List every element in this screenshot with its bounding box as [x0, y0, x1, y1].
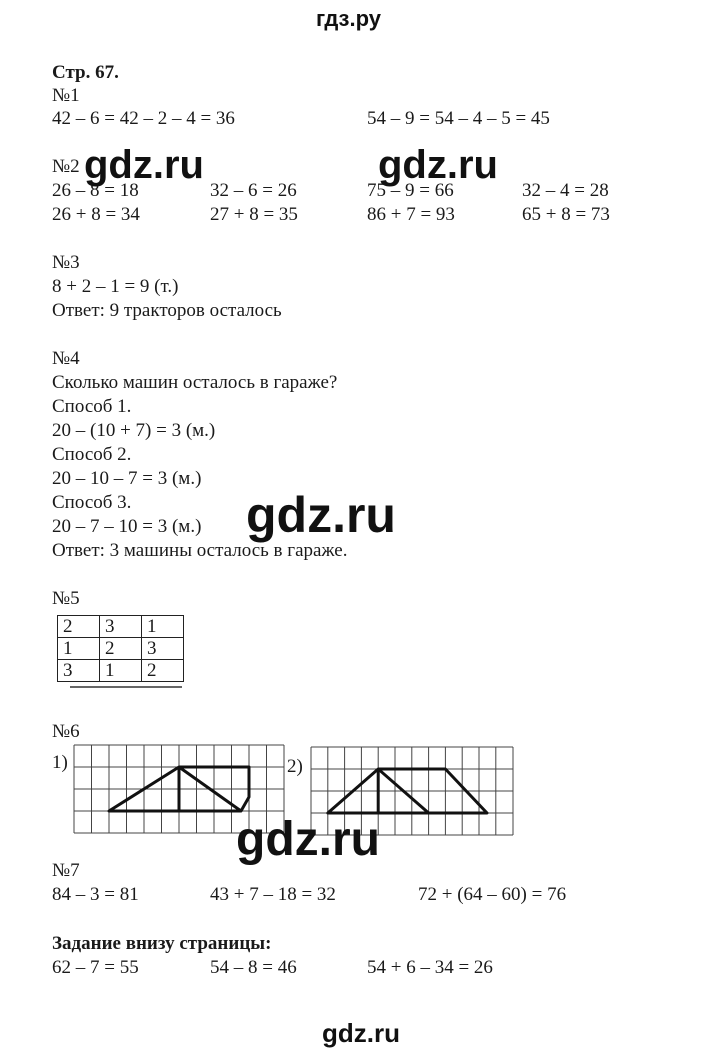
task2-eq-2-3: 86 + 7 = 93	[367, 204, 455, 225]
task2-number: №2	[52, 156, 80, 177]
page-number: Стр. 67.	[52, 62, 119, 83]
task1-eq-2: 54 – 9 = 54 – 4 – 5 = 45	[367, 108, 550, 129]
watermark: gdz.ru	[84, 143, 204, 187]
task4-number: №4	[52, 348, 80, 369]
magic-square-cell: 1	[58, 638, 100, 660]
task4-line-1: Сколько машин осталось в гараже?	[52, 372, 338, 393]
task1-eq-1: 42 – 6 = 42 – 2 – 4 = 36	[52, 108, 235, 129]
task2-eq-2-1: 26 + 8 = 34	[52, 204, 140, 225]
bottom-task-title: Задание внизу страницы:	[52, 933, 272, 954]
bottom-eq-1: 62 – 7 = 55	[52, 957, 139, 978]
task3-number: №3	[52, 252, 80, 273]
figure1-label: 1)	[52, 752, 68, 773]
magic-square-cell: 1	[142, 616, 184, 638]
task4-line-4: Способ 2.	[52, 444, 132, 465]
magic-square-cell: 2	[100, 638, 142, 660]
magic-square-cell: 2	[142, 660, 184, 682]
task3-answer: Ответ: 9 тракторов осталось	[52, 300, 282, 321]
task4-line-5: 20 – 10 – 7 = 3 (м.)	[52, 468, 202, 489]
task6-number: №6	[52, 721, 80, 742]
task4-line-2: Способ 1.	[52, 396, 132, 417]
watermark: gdz.ru	[236, 813, 380, 866]
magic-square-cell: 3	[142, 638, 184, 660]
watermark: gdz.ru	[378, 143, 498, 187]
task4-line-3: 20 – (10 + 7) = 3 (м.)	[52, 420, 216, 441]
task2-eq-2-4: 65 + 8 = 73	[522, 204, 610, 225]
watermark: gdz.ru	[246, 487, 396, 543]
task7-eq-3: 72 + (64 – 60) = 76	[418, 884, 567, 905]
magic-square	[57, 615, 184, 682]
task2-eq-1-4: 32 – 4 = 28	[522, 180, 609, 201]
watermark: gdz.ru	[322, 1018, 400, 1048]
task5-number: №5	[52, 588, 80, 609]
magic-square-cell: 3	[58, 660, 100, 682]
magic-square-row	[58, 616, 184, 638]
task2-eq-2-2: 27 + 8 = 35	[210, 204, 298, 225]
task4-answer: Ответ: 3 машины осталось в гараже.	[52, 540, 348, 561]
site-header: гдз.ру	[316, 6, 381, 31]
figure2-label: 2)	[287, 756, 303, 777]
task1-number: №1	[52, 85, 80, 106]
task7-eq-1: 84 – 3 = 81	[52, 884, 139, 905]
task3-line-1: 8 + 2 – 1 = 9 (т.)	[52, 276, 179, 297]
magic-square-cell: 1	[100, 660, 142, 682]
task2-eq-1-3: 75 – 9 = 66	[367, 180, 454, 201]
task7-number: №7	[52, 860, 80, 881]
magic-square-row	[58, 638, 184, 660]
magic-square-cell: 3	[100, 616, 142, 638]
magic-square-row	[58, 660, 184, 682]
task2-eq-1-1: 26 – 8 = 18	[52, 180, 139, 201]
magic-square-underline	[70, 684, 185, 690]
task7-eq-2: 43 + 7 – 18 = 32	[210, 884, 336, 905]
bottom-eq-2: 54 – 8 = 46	[210, 957, 297, 978]
magic-square-cell: 2	[58, 616, 100, 638]
bottom-eq-3: 54 + 6 – 34 = 26	[367, 957, 493, 978]
task4-line-6: Способ 3.	[52, 492, 132, 513]
task2-eq-1-2: 32 – 6 = 26	[210, 180, 297, 201]
task4-line-7: 20 – 7 – 10 = 3 (м.)	[52, 516, 202, 537]
